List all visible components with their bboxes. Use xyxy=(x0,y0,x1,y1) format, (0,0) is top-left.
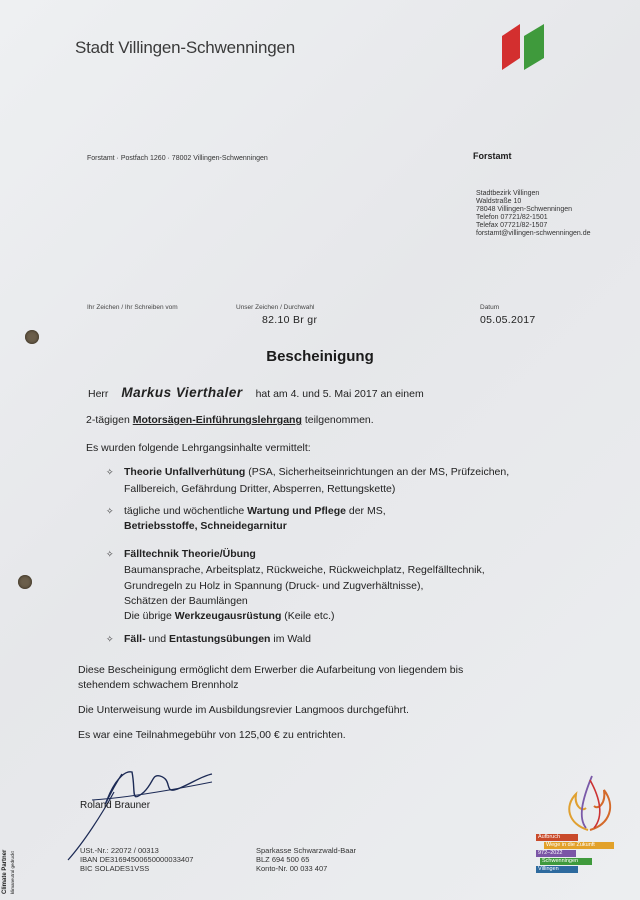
bullet-2-line-2: Betriebsstoffe, Schneidegarnitur xyxy=(124,520,287,532)
course-name: Motorsägen-Einführungslehrgang xyxy=(132,414,302,426)
date-value: 05.05.2017 xyxy=(480,314,536,326)
our-ref-label: Unser Zeichen / Durchwahl xyxy=(236,304,315,311)
bullet-3-line-4 xyxy=(124,610,334,622)
punch-hole xyxy=(18,575,32,589)
jubilee-flame-icon xyxy=(560,770,620,832)
document-title: Bescheinigung xyxy=(266,348,374,365)
bullet-icon: ✧ xyxy=(106,506,114,516)
city-name: Stadt Villingen-Schwenningen xyxy=(75,38,295,57)
jubilee-tag: Villingen xyxy=(536,866,578,873)
bullet-icon: ✧ xyxy=(106,467,114,477)
bullet-icon: ✧ xyxy=(106,549,114,559)
bullet-1-line-2: Fallbereich, Gefährdung Dritter, Absperren, Rettungskette) xyxy=(124,483,396,495)
paragraph-3: Es war eine Teilnahmegebühr von 125,00 € zu entrichten. xyxy=(78,729,346,741)
address-block xyxy=(476,190,591,238)
jubilee-tag: Aufbruch xyxy=(536,834,578,841)
bank-line: Konto-Nr. 00 033 407 xyxy=(256,864,328,873)
tax-info xyxy=(80,846,193,873)
address-line: Stadtbezirk Villingen xyxy=(476,190,540,197)
bullet-4-line xyxy=(124,633,311,645)
jubilee-tag: 972–2022 xyxy=(536,850,576,857)
climate-partner-badge xyxy=(2,826,16,896)
bullet-4-bold-a: Fäll- xyxy=(124,633,146,645)
logo-red-shape xyxy=(502,24,520,70)
bank-line: Sparkasse Schwarzwald-Baar xyxy=(256,846,357,855)
bullet-1-line-1 xyxy=(124,466,509,478)
our-ref-value: 82.10 Br gr xyxy=(262,314,318,326)
course-post: teilgenommen. xyxy=(304,414,374,426)
jubilee-tag: Schwenningen xyxy=(540,858,592,865)
paragraph-1-line-2: stehendem schwachem Brennholz xyxy=(78,679,239,691)
bullet-3-text-end: (Keile etc.) xyxy=(284,610,335,622)
contents-intro: Es wurden folgende Lehrgangsinhalte vermittelt: xyxy=(86,442,311,454)
tax-line: IBAN DE31694500650000033407 xyxy=(80,855,194,864)
bullet-2-text: tägliche und wöchentliche xyxy=(124,505,245,517)
date-label: Datum xyxy=(480,304,500,311)
bullet-2-text-b: der MS, xyxy=(348,505,386,517)
address-line: Waldstraße 10 xyxy=(476,198,522,205)
bullet-4-text-end: im Wald xyxy=(273,633,311,645)
department: Forstamt xyxy=(473,151,512,161)
their-ref-label: Ihr Zeichen / Ihr Schreiben vom xyxy=(87,304,178,311)
recipient-name: Markus Vierthaler xyxy=(121,385,243,400)
city-logo xyxy=(500,22,546,72)
recipient-line xyxy=(88,385,424,400)
signer-name: Roland Brauner xyxy=(80,800,151,811)
bullet-4-text: und xyxy=(148,633,167,645)
course-line xyxy=(86,414,374,426)
sender-line: Forstamt · Postfach 1260 · 78002 Villingen-Schwenningen xyxy=(87,155,268,162)
address-line: 78048 Villingen-Schwenningen xyxy=(476,206,573,213)
bullet-2-heading: Wartung und Pflege xyxy=(247,505,346,517)
bullet-3-line-2: Grundregeln zu Holz in Spannung (Druck- und Zugverhältnisse), xyxy=(124,580,424,592)
intro-rest: hat am 4. und 5. Mai 2017 an einem xyxy=(255,388,424,400)
paragraph-1-line-1: Diese Bescheinigung ermöglicht dem Erwerber die Aufarbeitung von liegendem bis xyxy=(78,664,464,676)
climate-label: Climate Partner xyxy=(2,849,8,894)
bank-line: BLZ 694 500 65 xyxy=(256,855,310,864)
tax-line: USt.-Nr.: 22072 / 00313 xyxy=(80,846,159,855)
logo-green-shape xyxy=(524,24,544,70)
climate-sub: klimaneutral gedruckt xyxy=(10,851,15,894)
bullet-icon: ✧ xyxy=(106,634,114,644)
bank-info xyxy=(256,846,356,873)
jubilee-tag: Wege in die Zukunft xyxy=(544,842,614,849)
bullet-3-heading: Fälltechnik Theorie/Übung xyxy=(124,548,256,560)
bullet-3-line-1: Baumansprache, Arbeitsplatz, Rückweiche, Rückweichplatz, Regelfälltechnik, xyxy=(124,564,485,576)
bullet-3-text: Die übrige xyxy=(124,610,172,622)
salutation: Herr xyxy=(88,388,109,400)
address-line: Telefax 07721/82-1507 xyxy=(476,222,548,229)
bullet-2-line-1 xyxy=(124,505,386,517)
course-pre: 2-tägigen xyxy=(86,414,130,426)
paragraph-2: Die Unterweisung wurde im Ausbildungsrevier Langmoos durchgeführt. xyxy=(78,704,409,716)
bullet-1-text: (PSA, Sicherheitseinrichtungen an der MS, Prüfzeichen, xyxy=(248,466,510,478)
punch-hole xyxy=(25,330,39,344)
address-line: Telefon 07721/82-1501 xyxy=(476,214,548,221)
bullet-1-heading: Theorie Unfallverhütung xyxy=(124,466,246,478)
bullet-4-bold-b: Entastungsübungen xyxy=(168,633,271,645)
bullet-3-line-3: Schätzen der Baumlängen xyxy=(124,595,248,607)
bullet-3-bold: Werkzeugausrüstung xyxy=(174,610,282,622)
tax-line: BIC SOLADES1VSS xyxy=(80,864,150,873)
jubilee-tags xyxy=(536,834,616,874)
address-line: forstamt@villingen-schwenningen.de xyxy=(476,230,591,237)
